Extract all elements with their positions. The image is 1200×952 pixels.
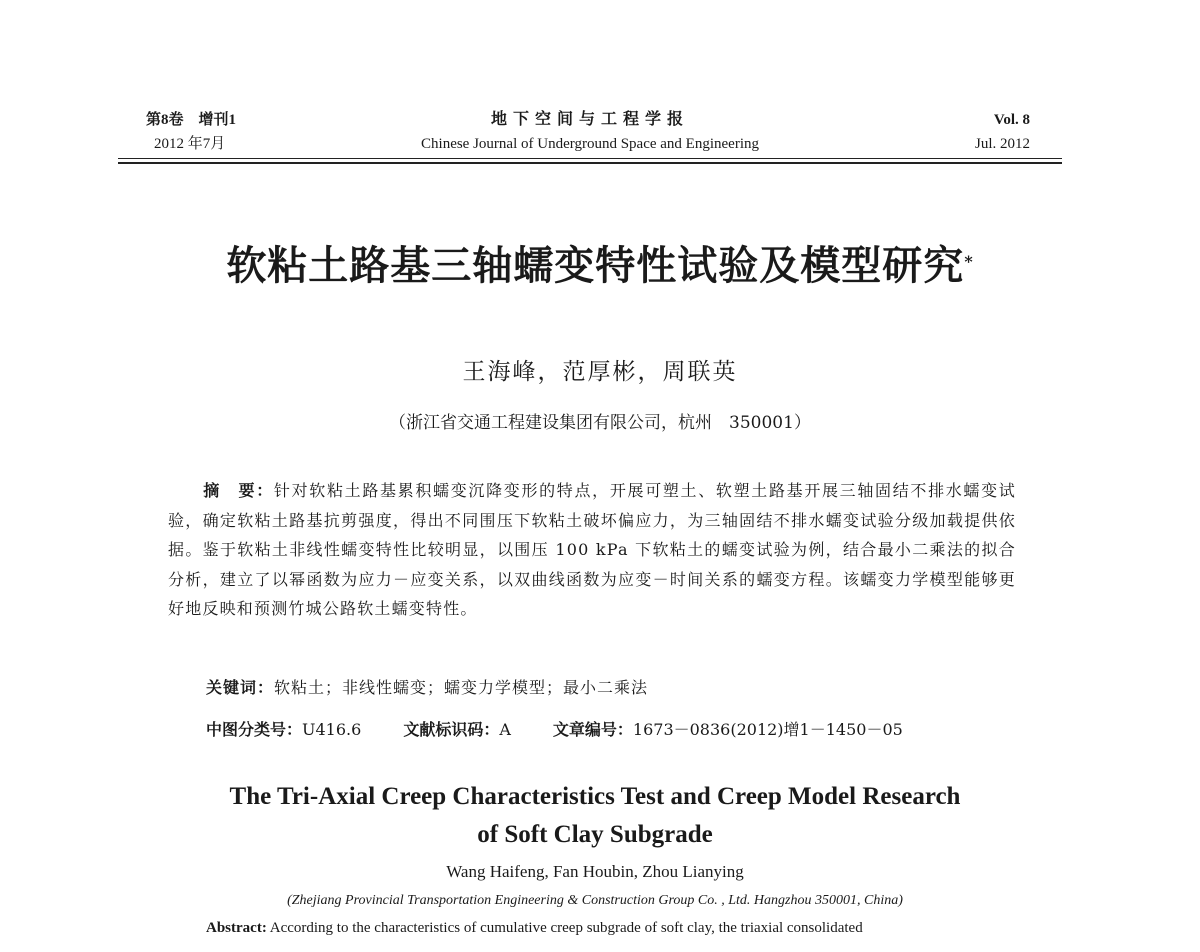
paper-title-en bbox=[0, 778, 1190, 854]
keywords-cn-label: 关键词： bbox=[206, 678, 275, 697]
header-journal-en: Chinese Journal of Underground Space and Engineering bbox=[421, 136, 759, 152]
title-cn-text: 软粘土路基三轴蠕变特性试验及模型研究 bbox=[226, 242, 965, 289]
title-footnote-mark: * bbox=[964, 252, 974, 271]
clc-label: 中图分类号： bbox=[206, 720, 303, 739]
header-vol-en: Vol. 8 bbox=[993, 112, 1030, 128]
journal-header bbox=[118, 108, 1062, 160]
keywords-cn-text: 软粘土；非线性蠕变；蠕变力学模型；最小二乘法 bbox=[274, 678, 649, 697]
doc-code-label: 文献标识码： bbox=[403, 720, 500, 739]
abstract-en-text: According to the characteristics of cumulative creep subgrade of soft clay, the triaxial consolidated bbox=[266, 920, 863, 936]
article-number-label: 文章编号： bbox=[552, 720, 633, 739]
header-journal-name bbox=[118, 108, 1062, 156]
header-rule-thin bbox=[118, 158, 1062, 159]
header-date-en: Jul. 2012 bbox=[974, 136, 1030, 152]
abstract-cn-text: 针对软粘土路基累积蠕变沉降变形的特点，开展可塑土、软塑土路基开展三轴固结不排水蠕变试验，确定软粘土路基抗剪强度，得出不同围压下软粘土破坏偏应力，为三轴固结不排水蠕变试验分级加载提供依据。鉴于软粘土非线性蠕变特性比较明显，以围压 100 kPa 下软粘土的蠕变试验为例，结合最小二乘法的拟合分析，建立了以幂函数为应力－应变关系，以双曲线函数为应变－时间关系的蠕变方程。该蠕变力学模型能够更好地反映和预测竹城公路软土蠕变特性。 bbox=[168, 481, 1016, 618]
header-journal-cn: 地下空间与工程学报 bbox=[490, 111, 689, 128]
header-volume: 第8卷 增刊1 bbox=[146, 112, 237, 128]
header-volume-en bbox=[975, 108, 1030, 156]
header-rule-thick bbox=[118, 162, 1062, 164]
abstract-en-label: Abstract: bbox=[206, 920, 267, 936]
abstract-en bbox=[206, 916, 1036, 940]
abstract-cn-label: 摘 要： bbox=[203, 481, 274, 500]
affiliation-en: (Zhejiang Provincial Transportation Engineering & Construction Group Co. , Ltd. Hangzhou 350001, China) bbox=[287, 893, 903, 908]
clc-number bbox=[206, 716, 361, 744]
abstract-cn bbox=[168, 476, 1016, 624]
document-code bbox=[403, 716, 511, 744]
article-number bbox=[553, 716, 903, 744]
title-en-line1: The Tri-Axial Creep Characteristics Test and Creep Model Research bbox=[229, 783, 961, 810]
header-date-cn: 2012 年7月 bbox=[154, 136, 226, 152]
affiliation-cn: （浙江省交通工程建设集团有限公司，杭州 350001） bbox=[389, 413, 811, 433]
keywords-cn bbox=[206, 674, 1016, 702]
clc-value: U416.6 bbox=[302, 720, 362, 739]
doc-code-value: A bbox=[499, 720, 511, 739]
title-en-line2: of Soft Clay Subgrade bbox=[477, 821, 713, 848]
classification-line bbox=[206, 716, 1036, 744]
authors-en: Wang Haifeng, Fan Houbin, Zhou Lianying bbox=[446, 862, 744, 881]
article-number-value: 1673－0836(2012)增1－1450－05 bbox=[632, 720, 903, 739]
paper-title-cn bbox=[0, 238, 1200, 294]
authors-cn: 王海峰，范厚彬，周联英 bbox=[462, 359, 738, 385]
